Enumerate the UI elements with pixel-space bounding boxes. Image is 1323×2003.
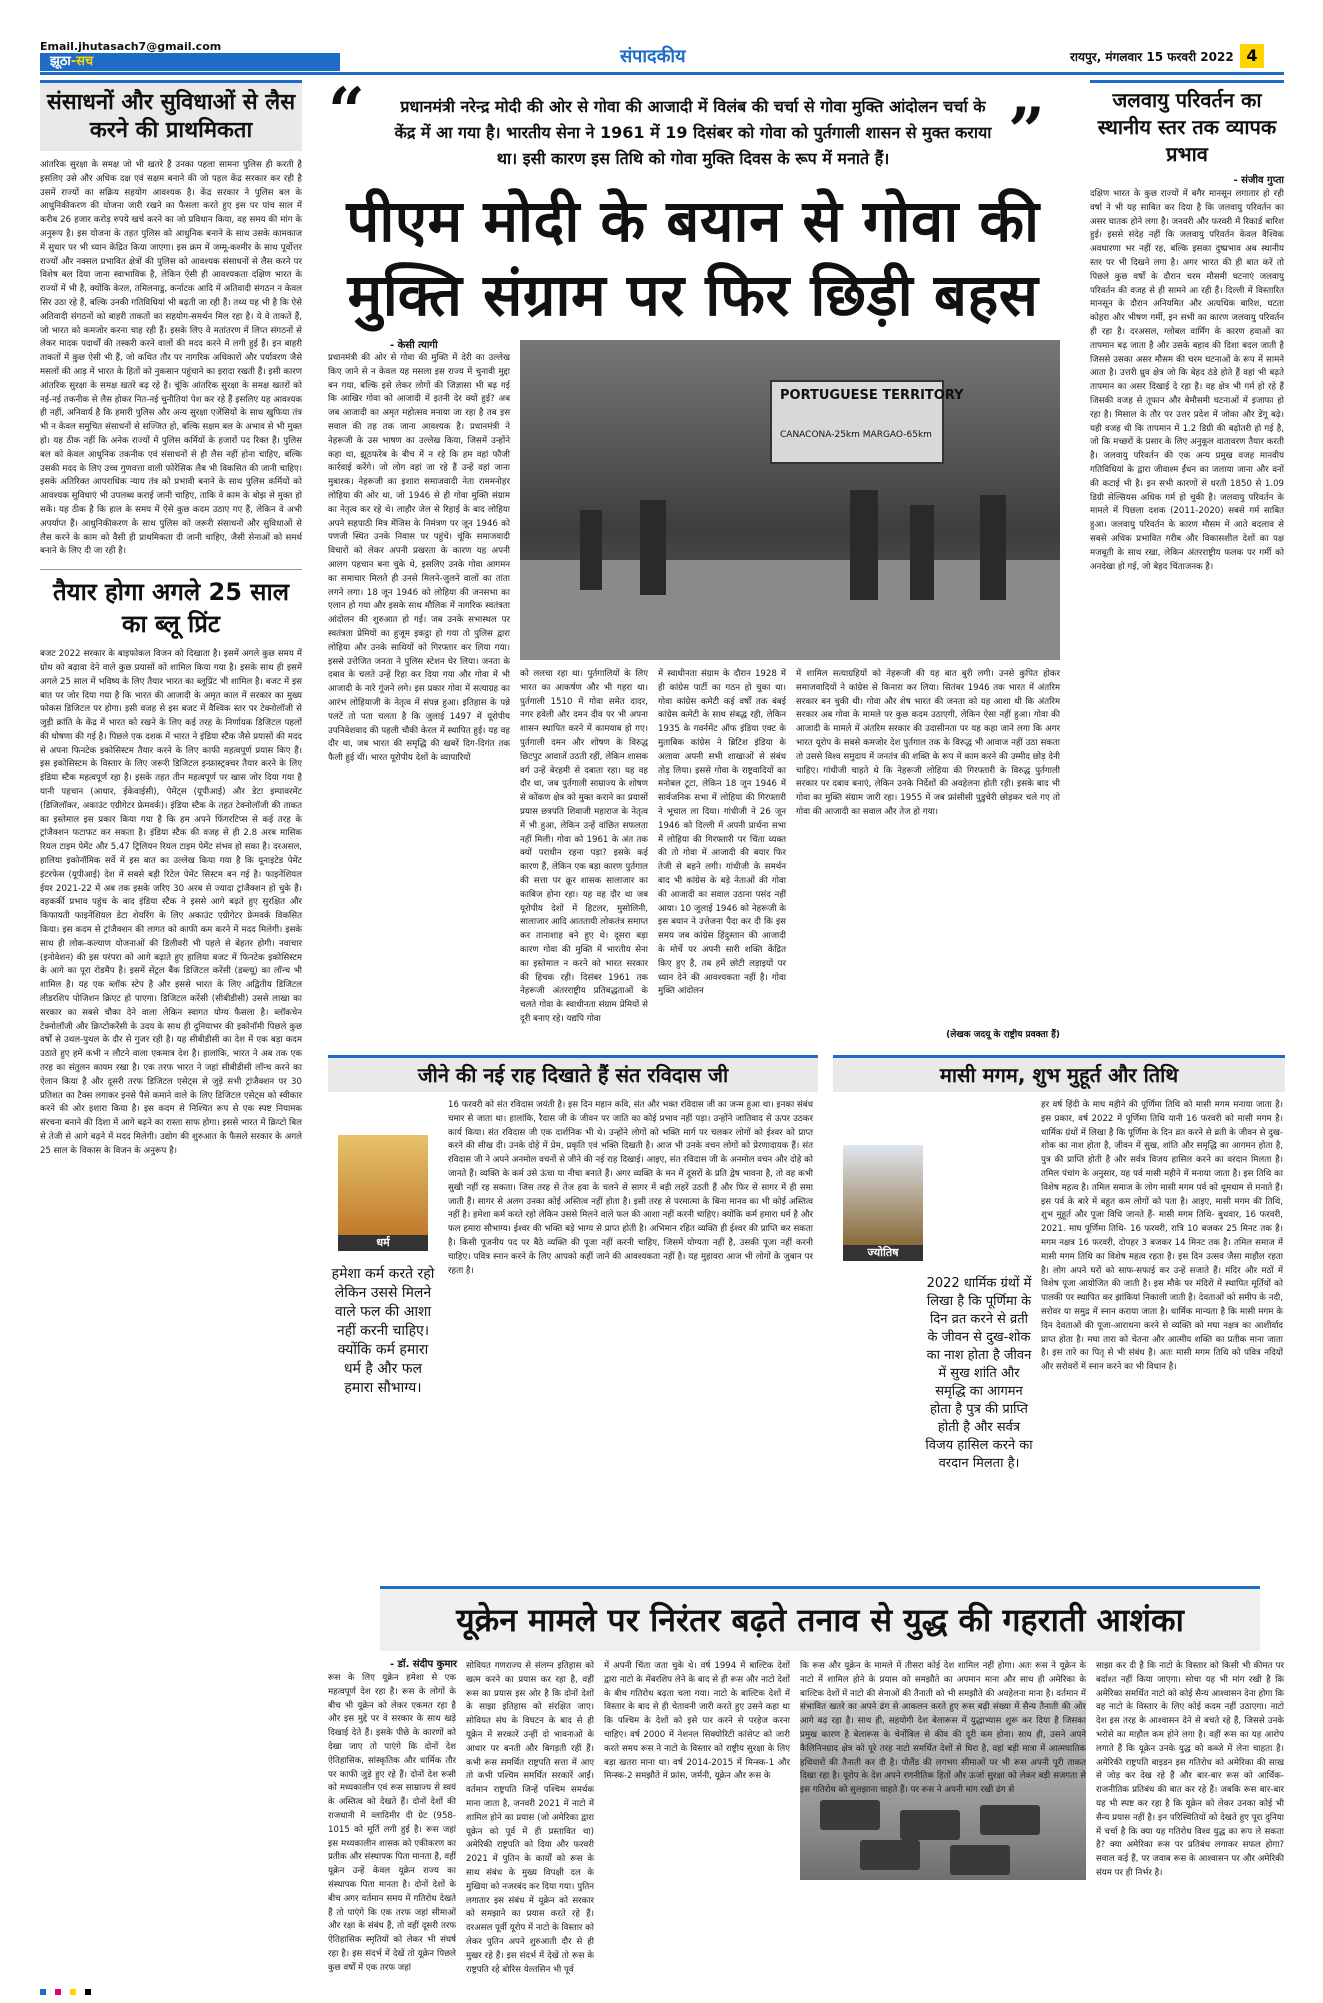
masthead xyxy=(0,0,1323,70)
masi-magam-title: मासी मगम, शुभ मुहूर्त और तिथि xyxy=(833,1055,1285,1092)
right-article-body: दक्षिण भारत के कुछ राज्यों में बगैर मानसून लगातार हो रही वर्षा ने भी यह साबित कर दिया है कि जलवायु परिवर्तन का असर घातक होने लगा है। जनवरी और फरवरी में रिकार्ड बारिश हुई। इससे संदेह नहीं कि जलवायु परिवर्तन केवल वैश्विक अवधारणा भर नहीं रह, बल्कि इसका दुष्प्रभाव अब स्थानीय स्तर पर भी दिखने लगा है। अगर भारत की ही बात करें तो पिछले कुछ वर्षों के दौरान चरम मौसमी घटनाएं जलवायु परिवर्तन की वजह से ही सामने आ रही हैं। दिल्ली में विस्तारित मानसून के दौरान अनियमित और अत्यधिक बारिश, घटता कोहरा और भीषण गर्मी, इन सभी का कारण जलवायु परिवर्तन ही रहा है। दरअसल, ग्लोबल वार्मिंग के कारण हवाओं का तापमान बढ़ जाता है और उसके बहाव की दिशा बदल जाती है जिससे उसका असर मौसम की चरम घटनाओं के रूप में सामने आता है। उत्तरी ध्रुव क्षेत्र जो कि बेहद ठंडे होते हैं वहां भी बढ़ते तापमान का असर दिखाई दे रहा है। वह क्षेत्र भी गर्म हो रहे हैं जिसकी वजह से तूफान और बेमौसमी घटनाओं में इजाफा हो रहा है। मिसाल के तौर पर उत्तर प्रदेश में जोका और डेंगू बढ़े। यही वजह थी कि तापमान में 1.2 डिग्री की बढ़ोतरी हो गई है, जो कि मच्छरों के प्रसार के लिए अनुकूल वातावरण तैयार करती है। जलवायु परिवर्तन की एक अन्य प्रमुख वजह मानवीय गतिविधियां के द्वारा जीवाश्म ईंधन का जलाया जाना और वनों की कटाई भी है। इन सभी कारणों से धरती 1850 से 1.09 डिग्री सेल्सियस अधिक गर्म हो चुकी है। जलवायु परिवर्तन के मामले में पिछला दशक (2011-2020) सबसे गर्म साबित हुआ। जलवायु परिवर्तन के कारण मौसम में आते बदलाव से सबसे अधिक प्रभावित गरीब और विकासशील देशों का पक्ष मजबूती के साथ रखा, लेकिन अंतरराष्ट्रीय फलक पर गर्मी को अनदेखा हो गई, जो बेहद चिंताजनक है। xyxy=(1090,189,1284,572)
email-address[interactable]: Email.jhutasach7@gmail.com xyxy=(40,40,222,53)
tank-shape xyxy=(820,1800,880,1830)
tank-shape xyxy=(900,1810,960,1840)
ravidas-body: 16 फरवरी को संत रविदास जयंती है। इस दिन महान कवि, संत और भक्त रविदास जी का जन्म हुआ था। इनका संबंध चमार से जाता था। हालांकि, रैदास जी के जीवन पर जाति का कोई प्रभाव नहीं पड़ा। उन्होंने जातिवाद से ऊपर उठकर कार्य किया। संत रविदास जी एक दार्शनिक भी थे। उन्होंने लोगों को भक्ति मार्ग पर चलकर लोगों को ईश्वर को प्राप्त करने की सीख दी। उनके दोहे में प्रेम, प्रकृति एवं भक्ति दिखती है। आज भी उनके वचन लोगों को प्रेरणादायक हैं। संत रविदास जी ने अपने अनमोल वचनों से जीने की नई राह दिखाई। आइए, संत रविदास जी के अनमोल वचन और दोहे को जानते हैं। व्यक्ति के कर्म उसे ऊंचा या नीचा बनाते हैं। अगर व्यक्ति के मन में दूसरों के प्रति द्वेष भावना है, तो वह कभी सुखी नहीं रह सकता। जिस तरह से तेज हवा के चलने से सागर में बड़ी लहरें उठती हैं और फिर से सागर में ही समा जाती हैं। सागर से अलग उनका कोई अस्तित्व नहीं होता है। इसी तरह से परमात्मा के बिना मानव का भी कोई अस्तित्व नहीं है। हमेशा कर्म करते रहो लेकिन उससे मिलने वाले फल की आशा नहीं करनी चाहिए। क्योंकि कर्म हमारा धर्म है और फल हमारा सौभाग्य। ईश्वर की भक्ति बड़े भाग्य से प्राप्त होती है। अभिमान रहित व्यक्ति ही ईश्वर की प्राप्ति कर सकता है। किसी पूजनीय पद पर बैठे व्यक्ति की पूजा नहीं करनी चाहिए, जिसमें योग्यता नहीं है, उसकी पूजा नहीं करनी चाहिए। पवित्र स्नान करने के लिए आपको कहीं जाने की आवश्यकता नहीं है। यह मुहावरा आज भी लोगों के जुबान पर रहता है। xyxy=(448,1100,813,1276)
section-title: संपादकीय xyxy=(620,46,686,67)
close-quote-icon: ” xyxy=(1008,94,1045,169)
open-quote-icon: “ xyxy=(328,74,365,149)
top-rule xyxy=(40,72,1284,75)
dateline: रायपुर, मंगलवार 15 फरवरी 2022 xyxy=(1070,50,1234,64)
religion-tag: धर्म xyxy=(338,1235,428,1251)
brand-name-part1: झूठा xyxy=(50,54,71,69)
main-column-1: प्रधानमंत्री की ओर से गोवा की मुक्ति में देरी का उल्लेख किए जाने से न केवल यह मसला इस राज्य में चुनावी मुद्दा बन गया, बल्कि इसे लेकर लोगों की जिज्ञासा भी बढ़ गई कि आखिर गोवा को आजादी में इतनी देर क्यों हुई? अब जब आजादी का अमृत महोत्सव मनाया जा रहा है तब इस सवाल की तह तक जाना आवश्यक है। प्रधानमंत्री ने नेहरूजी के उस भाषण का उल्लेख किया, जिसमें उन्होंने कहा था, झूठफरेब के बीच में न रहे कि हम वहां फौजी कार्रवाई करेंगे। जो लोग वहां जा रहे हैं उन्हें वहां जाना मुबारक। नेहरूजी का इशारा समाजवादी नेता राममनोहर लोहिया की ओर था, जो 1946 से ही गोवा मुक्ति संग्राम का नेतृत्व कर रहे थे। लाहौर जेल से रिहाई के बाद लोहिया अपने सहपाठी मित्र मेंजिस के निमंत्रण पर जून 1946 को पणजी स्थित उनके निवास पर पहुंचे। चूंकि समाजवादी विचारों को लेकर अपनी प्रखरता के कारण यह अपनी आलग पहचान बना चुके थे, इसलिए उनके गोवा आगमन का समाचार मिलते ही उनसे मिलने-जुलने वालों का तांता लगने लगा। 18 जून 1946 को लोहिया की जनसभा का एलान हो गया और इसके साथ मौलिक में नागरिक स्वतंत्रता आंदोलन की शुरुआत हो गई। जब उनके सभास्थल पर स्वतंत्रता प्रेमियों का हुजूम इकट्ठा हो गया तो पुलिस द्वारा लोहिया और उनके साथियों को गिरफ्तार कर लिया गया। इससे उत्तेजित जनता ने पुलिस स्टेशन घेर लिया। जनता के दबाव के चलते उन्हें रिहा कर दिया गया और गोवा में भी आजादी के नारे गूंजने लगे। इस प्रकार गोवा में सत्याग्रह का आरंभ लोहियाजी के नेतृत्व में संपन्न हुआ। इतिहास के पन्ने पलटें तो पता चलता है कि जुलाई 1497 में यूरोपीय उपनिवेशवाद की पहली चौकी केरल में स्थापित हुई। यह वह दौर था, जब भारत की समृद्धि की खबरें दिग-दिगंत तक फैली हुई थीं। भारत यूरोपीय देशों के व्यापारियों xyxy=(328,353,510,764)
saint-ravidas-image xyxy=(338,1135,428,1235)
photo-figure xyxy=(640,500,666,595)
ukraine-column-2: सोवियत गणराज्य से संलग्न इतिहास को खत्म करने का प्रयास कर रहा है, वहीं रूस का प्रयास इस ओर है कि दोनों देशों के साझा इतिहास को संरक्षित जाए। सोवियत संघ के विघटन के बाद से ही यूक्रेन में सरकारें उन्हीं दो भावनाओं के आधार पर बनती और बिगड़ती रहीं हैं। कभी रूस समर्थित राष्ट्रपति सत्ता में आए तो कभी पश्चिम समर्थित सरकारें आईं। वर्तमान राष्ट्रपति जिन्हें पश्चिम समर्थक माना जाता है, जनवरी 2021 में नाटो में शामिल होने का प्रयास (जो अमेरिका द्वारा यूक्रेन को पूर्व में ही प्रस्तावित था) अमेरिकी राष्ट्रपति को दिया और फरवरी 2021 में पुतिन के कार्यों को रूस के साथ संबंध के मुख्य विपक्षी दल के मुखिया को नजरबंद कर दिया गया। पुतिन लगातार इस संबंध में यूक्रेन को सरकार को समझाने का प्रयास करते रहे हैं। दरअसल पूर्वी यूरोप में नाटो के विस्तार को लेकर पुतिन अपने शुरुआती दौर से ही मुखर रहे हैं। इस संदर्भ में देखें तो रूस के राष्ट्रपति रहे बोरिस येल्तसिन भी पूर्व xyxy=(466,1661,594,1975)
ravidas-pull-quote: हमेशा कर्म करते रहो लेकिन उससे मिलने वाले फल की आशा नहीं करनी चाहिए। क्योंकि कर्म हमारा धर्म है और फल हमारा सौभाग्य। xyxy=(331,1266,435,1396)
tank-shape xyxy=(980,1805,1040,1835)
left-column xyxy=(40,80,302,1975)
left-headline-1: संसाधनों और सुविधाओं से लैस करने की प्राथमिकता xyxy=(40,80,302,151)
color-register-dot xyxy=(40,1989,46,1995)
color-register-dot xyxy=(85,1989,91,1995)
territory-sign-text: PORTUGUESE TERRITORY xyxy=(780,388,964,403)
tank-shape xyxy=(860,1840,920,1870)
ukraine-byline: - डॉ. संदीप कुमार xyxy=(390,1659,458,1670)
masi-magam-section xyxy=(833,1055,1285,1575)
astrology-tag: ज्योतिष xyxy=(843,1245,923,1261)
tank-shape xyxy=(950,1845,1010,1875)
author-credit: (लेखक जदयू के राष्ट्रीय प्रवक्ता हैं) xyxy=(946,1030,1060,1040)
color-register-dot xyxy=(55,1989,61,1995)
masi-pull-quote: 2022 धार्मिक ग्रंथों में लिखा है कि पूर्णिमा के दिन व्रत करने से व्रती के जीवन से दुख-शोक का नाश होता है जीवन में सुख शांति और समृद्धि का आगमन होता है पुत्र की प्राप्ति होती है और सर्वत्र विजय हासिल करने का वरदान मिलता है। xyxy=(925,1276,1033,1471)
footer-color-bar xyxy=(40,1980,1284,1986)
ravidas-title: जीने की नई राह दिखाते हैं संत रविदास जी xyxy=(328,1055,818,1092)
main-column-4: में शामिल सत्याग्रहियों को नेहरूजी की यह बात बुरी लगी। उनसे कुपित होकर समाजवादियों ने कांग्रेस से किनारा कर लिया। सितंबर 1946 तक भारत में अंतरिम सरकार बन चुकी थी। गोवा और शेष भारत की जनता को यह आशा थी कि अंतरिम सरकार अब गोवा के मामले पर कुछ कदम उठाएगी, लेकिन ऐसा नहीं हुआ। गोवा की आजादी के मामले में अंतरिम सरकार की उदासीनता पर यह कहा जाने लगा कि अगर भारत यूरोप के सबसे कमजोर देश पुर्तगाल तक के विरुद्ध भी आवाज नहीं उठा सकता तो उससे विश्व समुदाय में जनतंत्र की शक्ति के रूप में काम करने की उम्मीद छोड़ देनी चाहिए। गांधीजी चाहते थे कि नेहरूजी लोहिया की गिरफ्तारी के विरुद्ध पुर्तगाली सरकार पर दबाव बनाएं, लेकिन उनके निर्देशों की अवहेलना होती रही। इसके बाद भी गोवा का मुक्ति संग्राम जारी रहा। 1955 में जब फ्रांसीसी पुडुचेरी छोड़कर चले गए तो गोवा की आजादी का सवाल और तेज हो गया। xyxy=(796,669,1060,817)
main-column-3: में स्वाधीनता संग्राम के दौरान 1928 में ही कांग्रेस पार्टी का गठन हो चुका था। गोवा कांग्रेस कमेटी कई वर्षों तक बंबई कांग्रेस कमेटी के साथ संबद्ध रही, लेकिन 1935 के गवर्नमेंट ऑफ इंडिया एक्ट के मुताबिक कांग्रेस ने ब्रिटिश इंडिया के अलावा अपनी सभी शाखाओं से संबंध तोड़ लिया। इससे गोवा के राष्ट्रवादियों का मनोबल टूटा, लेकिन 18 जून 1946 में सार्वजनिक सभा में लोहिया की गिरफ्तारी ने भूचाल ला दिया। गांधीजी ने 26 जून 1946 को दिल्ली में अपनी प्रार्थना सभा में लोहिया की गिरफ्तारी पर चिंता व्यक्त की तो गोवा में आजादी की बयार फिर तेजी से बहने लगी। गांधीजी के समर्थन बाद भी कांग्रेस के बड़े नेताओं की गोवा की आजादी का सवाल उठाना पसंद नहीं आया। 10 जुलाई 1946 को नेहरूजी के इस बयान ने उत्तेजना पैदा कर दी कि इस समय जब कांग्रेस हिंदुस्तान की आजादी के मोर्चे पर अपनी सारी शक्ति केंद्रित किए हुए है, तब हमें छोटी लड़ाइयों पर ध्यान देने की आवश्यकता नहीं है। गोवा मुक्ति आंदोलन xyxy=(658,669,786,997)
right-byline: - संजीव गुप्ता xyxy=(1233,175,1284,186)
main-headline-line-1: पीएम मोदी के बयान से गोवा की xyxy=(346,187,1040,255)
main-byline: - केसी त्यागी xyxy=(390,340,438,351)
masi-magam-body: हर वर्ष हिंदी के माघ महीने की पूर्णिमा तिथि को मासी मगम मनाया जाता है। इस प्रकार, वर्ष 2022 में पूर्णिमा तिथि यानी 16 फरवरी को मासी मगम है। धार्मिक ग्रंथों में लिखा है कि पूर्णिमा के दिन व्रत करने से व्रती के जीवन से दुख-शोक का नाश होता है, जीवन में सुख, शांति और समृद्धि का आगमन होता है, पुत्र की प्राप्ति होती है और सर्वत्र विजय हासिल करने का वरदान मिलता है। तमिल पंचांग के अनुसार, यह पर्व मासी महीने में मनाया जाता है। इस तिथि का विशेष महत्व है। तमिल समाज के लोग मासी मगम पर्व को धूमधाम से मनाते हैं। इस पर्व के बारे में बहुत कम लोगों को पता है। आइए, मासी मगम की तिथि, शुभ मुहूर्त और पूजा विधि जानते हैं- मासी मगम तिथि- बुधवार, 16 फरवरी, 2021. माघ पूर्णिमा तिथि- 16 फरवरी, रात्रि 10 बजकर 25 मिनट तक है। मगम नक्षत्र 16 फरवरी, दोपहर 3 बजकर 14 मिनट तक है। तमिल समाज में मासी मगम तिथि का विशेष महत्व रहता है। इस दिन उत्सव जैसा माहौल रहता है। लोग अपने घरों को साफ-सफाई कर उन्हें सजाते हैं। मंदिर और मठों में विशेष पूजा आयोजित की जाती है। इस मौके पर मंदिरों में स्थापित मूर्तियों को पालकी पर स्थापित कर झांकियां निकाली जाती है। देवताओं को समीप के नदी, सरोवर या समुद्र में स्नान कराया जाता है। धार्मिक मान्यता है कि मासी मगम के दिन देवताओं की पूजा-आराधना करने से व्यक्ति को मघा नक्षत्र का आशीर्वाद प्राप्त होता है। मघा तारा को चेतना और आत्मीय शक्ति का प्रतीक माना जाता है। इस तारे का पितृ से भी संबंध है। अतः मासी मगम तिथि को पवित्र नदियों और सरोवरों में स्नान करने का भी विधान है। xyxy=(1041,1100,1283,1373)
photo-figure xyxy=(850,490,878,600)
left-article-2-body: बजट 2022 सरकार के बाइफोकल विजन को दिखाता है। इसमें अगले कुछ समय में ग्रोथ को बढ़ावा देने वाले कुछ प्रयासों को शामिल किया गया है। इसके साथ ही इसमें अगले 25 साल में भविष्य के लिए तैयार भारत का ब्लूप्रिंट भी शामिल है। बजट में इस बात पर जोर दिया गया है कि भारत की आजादी के अमृत काल में सरकार का मुख्य फोकस डिजिटल पर होगा। इसी वजह से इस बजट में वैश्विक स्तर पर टेक्नोलॉजी से जुड़ी क्रांति के केंद्र में भारत को रखने के लिए कई तरह के निर्णायक डिजिटल पहलों की घोषणा की गई है। पिछले एक दशक में भारत ने इंडिया स्टैक जैसे प्रयासों की मदद से अपना फिनटेक इकोसिस्टम तैयार करने के लिए काफी महत्वपूर्ण प्रयास किए हैं। इस इकोसिस्टम के विस्तार के लिए जरूरी डिजिटल इन्फ्रास्ट्रक्चर तैयार करने के लिए इंडिया स्टैक महत्वपूर्ण रहा है। इसके तहत तीन महत्वपूर्ण पर खास जोर दिया गया है यानी पहचान (आधार, ईकेवाईसी), पेमेंट्स (यूपीआई) और डेटा इम्पावरमेंट (डिजिलॉकर, अकाउंट एग्रीगेटर फ्रेमवर्क)। इंडिया स्टैक के तहत टेक्नोलॉजी की ताकत का इस्तेमाल इस प्रकार किया गया है कि हम अपने फिंगरटिप्स से कई तरह के ट्रांजैक्शन फटाफट कर सकता है। इंडिया स्टैक की वजह से ही 2.8 अरब मासिक रियल टाइम पेमेंट और 5.47 ट्रिलियन रियल टाइम पेमेंट संभव हो सका है। दरअसल, हालिया इकोनॉमिक सर्वे में इस बात का उल्लेख किया गया है कि यूनाइटेड पेमेंट इंटरफेस (यूपीआई) देश में सबसे बड़ी रिटेल पेमेंट सिस्टम बन गई है। फाइनेंशियल ईयर 2021-22 में अब तक इसके जरिए 30 अरब से ज्यादा ट्रांजैक्शन हो चुके हैं। वहकर्की प्रभाव पहुंच के बाद इंडिया स्टैक ने इससे आगे बढ़ते हुए सुरक्षित और किफायती फाइनेंशियल डेटा शेयरिंग के लिए अकाउंट एग्रीगेटर फ्रेमवर्क विकसित किया। इस कदम से ट्रांजैक्शन की लागत को काफी कम करने में मदद मिलेगी। इसके साथ ही लोक-कल्याण योजनाओं की डिलीवरी भी पहले से बेहतर होगी। नवाचार (इनोवेशन) की इस परंपरा को आगे बढ़ाते हुए हालिया बजट में फिनटेक इकोसिस्टम के आगे का पूरा रोडमैप है। इसमें सेंट्रल बैंक डिजिटल करेंसी (डब्ल्यू) का लॉन्च भी शामिल है। यह एक ब्लॉक स्टेप है और इससे भारत के लिए अद्वितीय डिजिटल लीडरशिप पोजिशन क्रिएट हो पाएगा। डिजिटल करेंसी (सीबीडीसी) उससे लाखा का सरकार का सबसे चौका देने वाला लेकिन स्वागत योग्य फैसला है। ब्लॉकचेन टेक्नोलॉजी और क्रिप्टोकरेंसी के उदय के साथ ही दुनियाभर की इकोनॉमी पिछले कुछ वर्षों से उथल-पुथल के दौर से गुजर रही है। यह सीबीडीसी का देश में एक बड़ा कदम उठाते हुए हमें कभी न लौटने वाला एकमात्र देश है। हालांकि, भारत ने अब तक एक तरह का संतुलन कायम रखा है। एक तरफ भारत ने जहां सीबीडीसी लॉन्च करने का ऐलान किया है और दूसरी तरफ डिजिटल एसेट्स से जुड़े सभी ट्रांजैक्शन पर 30 प्रतिशत का टैक्स लगाकर इनसे पैसे कमाने वाले के लिए डिजिटल एसेट्स को स्वीकार करने की ओर इशारा किया है। इस कदम से निश्चित रूप से एक स्पष्ट नियामक संरचना बनाने की दिशा में आगे बढ़ने का रास्ता साफ होगा। इससे भारत में क्रिप्टो बिल से तेजी से आगे बढ़ने में मदद मिलेगी। उद्योग की शुरुआत के फैसले सरकार के अगले 25 साल के विकास के विजन के अनुरूप है। xyxy=(40,649,302,1156)
main-column-4-wrap xyxy=(796,668,1060,1052)
left-headline-2: तैयार होगा अगले 25 साल का ब्लू प्रिंट xyxy=(40,569,302,640)
photo-figure xyxy=(910,505,934,600)
ukraine-column-4: कि रूस और यूक्रेन के मामले में तीसरा कोई देश शामिल नहीं होगा। अतः रूस ने यूक्रेन के नाटो में शामिल होने के प्रयास को समझौते का अपमान माना और साथ ही अमेरिका के बाल्टिक देशों में नाटो की सेनाओं की तैनाती को भी समझौते की अवहेलना माना है। वर्तमान में संभावित खतरे का अपने ढंग से आकलन करते हुए रूस बढ़ी संख्या में सैन्य तैनाती की ओर आगे बढ़ रहा है। साथ ही, सहयोगी देश बेलारूस में युद्धाभ्यास शुरू कर दिया है जिसका प्रमुख कारण है बेलारूस के चेर्नोबिल से कीव की दूरी कम होना। साथ ही, उसने अपने कैलिनिनग्राद क्षेत्र को पूरे तरह नाटो समर्थित देशों से घिरा है, वहां बड़ी मात्रा में आत्मघातिक हथियारों की तैनाती कर दी है। पोलैंड की लगभग सीमाओं पर भी रूस अपनी पूरी ताकत दिखा रहा है। यूरोप के देश अपने रणनीतिक हितों और ऊर्जा सुरक्षा को लेकर बड़ी सजगता से इस गतिरोध को सुलझाना चाहते हैं। पर रूस ने अपनी मांग रखी ढंग से xyxy=(800,1661,1086,1796)
main-column-2: को ललचा रहा था। पुर्तगालियों के लिए भारत का आकर्षण और भी गहरा था। पुर्तगाली 1510 में गोवा समेत दादर, नगर हवेली और दमन दीव पर भी अपना शासन स्थापित करने में कामयाब हो गए। पुर्तगाली दमन और शोषण के विरुद्ध छिटपुट आवाजें उठती रहीं, लेकिन शासक वर्ग उन्हें बेरहमी से दबाता रहा। यह वह दौर था, जब पुर्तगाली साम्राज्य के शोषण से कोंकण क्षेत्र को मुक्त कराने का प्रयासों प्रयास छत्रपति शिवाजी महाराज के नेतृत्व में भी हुआ, लेकिन उन्हें वांछित सफलता नहीं मिली। गोवा को 1961 के अंत तक क्यों पराधीन रहना पड़ा? इसके कई कारण हैं, लेकिन एक बड़ा कारण पुर्तगाल की सत्ता पर क्रूर शासक सालाजार का काबिज होना रहा। यह वह दौर था जब यूरोपीय देशों में हिटलर, मुसोलिनी, सालाजार आदि आततायी लोकतंत्र समाप्त कर तानाशाह बने हुए थे। दूसरा बड़ा कारण गोवा की मुक्ति में भारतीय सेना का इस्तेमाल न करने को भारत सरकार की हिचक रही। दिसंबर 1961 तक नेहरूजी अंतरराष्ट्रीय प्रतिबद्धताओं के चलते गोवा के स्वाधीनता संग्राम प्रेमियों से दूरी बनाए रहे। यद्यपि गोवा xyxy=(520,669,648,1024)
ukraine-column-3: में अपनी चिंता जता चुके थे। वर्ष 1994 में बाल्टिक देशों द्वारा नाटो के मेंबरशिप लेने के बाद से ही रूस और नाटो देशों के बीच गतिरोध बढ़ता चला गया। नाटो के बाल्टिक देशों में विस्तार के बाद से ही चेतावनी जारी करते हुए उसने कहा था कि पश्चिम के देशों को इसे पार करने से परहेज करना चाहिए। वर्ष 2000 में नेशनल सिक्योरिटी कांसेप्ट को जारी करते समय रूस ने नाटो के विस्तार को राष्ट्रीय सुरक्षा के लिए बड़ा खतरा माना था। वर्ष 2014-2015 में मिन्स्क-1 और मिन्स्क-2 समझौते में फ्रांस, जर्मनी, यूक्रेन और रूस के xyxy=(604,1661,790,1782)
right-headline: जलवायु परिवर्तन का स्थानीय स्तर तक व्यापक प्रभाव xyxy=(1090,80,1284,168)
color-register-dot xyxy=(70,1989,76,1995)
photo-figure xyxy=(580,510,602,590)
photo-figure xyxy=(980,495,1006,600)
brand-name-part2: -सच xyxy=(70,54,94,69)
intro-quote: प्रधानमंत्री नरेन्द्र मोदी की ओर से गोवा की आजादी में विलंब की चर्चा से गोवा मुक्ति आंदोलन चर्चा के केंद्र में आ गया है। भारतीय सेना ने 1961 में 19 दिसंबर को गोवा को पुर्तगाली शासन से मुक्त कराया था। इसी कारण इस तिथि को गोवा मुक्ति दिवस के रूप में मनाते हैं। xyxy=(394,97,992,168)
page-number: 4 xyxy=(1240,44,1264,68)
right-column xyxy=(1090,80,1284,1110)
main-headline xyxy=(328,184,1058,332)
main-headline-line-2: मुक्ति संग्राम पर फिर छिड़ी बहस xyxy=(347,261,1039,329)
gova-liberation-photo xyxy=(520,340,1060,660)
territory-sign-distance: CANACONA-25km MARGAO-65km xyxy=(780,430,932,440)
ukraine-column-1: रूस के लिए यूक्रेन हमेशा से एक महत्वपूर्ण देश रहा है। रूस के लोगों के बीच भी यूक्रेन को लेकर एकमत रहा है और इस मुद्दे पर वे सरकार के साथ खड़े दिखाई देते हैं। इसके पीछे के कारणों को देखा जाए तो पाएंगे कि दोनों देश ऐतिहासिक, सांस्कृतिक और धार्मिक तौर पर काफी जुड़े हुए रहे हैं। दोनों देश रूसी को मध्यकालीन एवं रूस साम्राज्य से स्वयं के अस्तित्व को देखते हैं। दोनों देशों की राजधानी में व्लादिमीर दी ग्रेट (958-1015 को मूर्ति लगी हुई है। रूस जहां इस मध्यकालीन शासक को एकीकरण का प्रतीक और संस्थापक पिता मानता है, वहीं यूक्रेन उन्हें केवल यूक्रेन राज्य का संस्थापक पिता मानता है। दोनों देशों के बीच अगर वर्तमान समय में गतिरोध देखते हैं तो पाएंगे कि एक तरफ जहां सीमाओं और रक्षा के संबंध हैं, तो वहीं दूसरी तरफ ऐतिहासिक स्मृतियों को लेकर भी संघर्ष रहा है। इस संदर्भ में देखें तो यूक्रेन पिछले कुछ वर्षों में एक तरफ जहां xyxy=(328,1673,456,1973)
ravidas-section xyxy=(328,1055,818,1575)
ukraine-column-5: साझा कर दी है कि नाटो के विस्तार को किसी भी कीमत पर बर्दाश्त नहीं किया जाएगा। सोचा यह भी मांग रखी है कि अमेरिका समर्थित नाटो को कोई सैन्य आश्वासन देना होगा कि वह नाटो के विस्तार के लिए कोई कदम नहीं उठाएगा। नाटो देश इस तरह के आश्वासन देने से बचते रहे हैं, जिससे उनके भरोसे का माहौल कम होने लगा है। वहीं रूस का यह आरोप लगाते हैं कि यूक्रेन उनके युद्ध को कब्जे में लेना चाहता है। अमेरिकी राष्ट्रपति बाइडन इस गतिरोध को अमेरिका की साख से जोड़ कर देख रहे हैं और बार-बार रूस को आर्थिक-राजनीतिक प्रतिबंध की बात कर रहे हैं। जबकि रूस बार-बार यह भी स्पष्ट कर रहा है कि यूक्रेन को लेकर उनका कोई भी सैन्य प्रयास नहीं है। इन परिस्थितियों को देखते हुए पूरा दुनिया में चर्चा है कि क्या यह गतिरोध विश्व युद्ध का रूप ले सकता है? क्या अमेरिका रूस पर प्रतिबंध लगाकर सफल होगा? सवाल कई हैं, पर जवाब रूस के आश्वासन पर और अमेरिकी संयम पर ही निर्भर है। xyxy=(1096,1661,1284,1878)
brand-tag xyxy=(40,53,340,71)
left-article-1-body: आंतरिक सुरक्षा के समक्ष जो भी खतरे हैं उनका पहला सामना पुलिस ही करती है इसलिए उसे और अधिक दक्ष एवं सक्षम बनाने की जो पहल केंद्र सरकार कर रही है उसमें राज्यों का सक्रिय सहयोग आवश्यक है। केंद्र सरकार ने पुलिस बल के आधुनिकीकरण की योजना जारी रखने का फैसला करते हुए इस पर पांच साल में करीब 26 हजार करोड़ रुपये खर्च करने का जो प्रविधान किया, वह समय की मांग के अनुरूप है। इस योजना के तहत पुलिस को आधुनिक बनाने के साथ उसके कामकाज में सुधार पर भी ध्यान केंद्रित किया जाएगा। इस क्रम में जम्मू-कश्मीर के साथ पूर्वोत्तर राज्यों और नक्सल प्रभावित क्षेत्रों की पुलिस को आवश्यक संसाधनों से लैस करने पर विशेष बल दिया जाना स्वाभाविक है, लेकिन ऐसी ही आवश्यकता दक्षिण भारत के राज्यों में भी है, क्योंकि केरल, तमिलनाडु, कर्नाटक आदि में अतिवादी संगठन न केवल सिर उठा रहे हैं, बल्कि उनकी गतिविधियां भी बढ़ती जा रही हैं। तथ्य यह भी है कि ऐसे अतिवादी संगठनों को बाहरी ताकतों का सहयोग-समर्थन मिल रहा है। ये वे ताकतें हैं, जो भारत को कमजोर करना चाह रही हैं। इसके लिए वे मतांतरण में लिप्त संगठनों से लेकर मादक पदार्थों की तस्करी करने वालों की मदद करने में लगी हुई हैं। इन बाहरी ताकतों में कुछ ऐसी भी हैं, जो कथित तौर पर नागरिक अधिकारों और पर्यावरण जैसे मसलों की आड़ में भारत के हितों को नुकसान पहुंचाने का इरादा रखती हैं। इसी कारण आंतरिक सुरक्षा के समक्ष खतरे बढ़ रहे हैं। चूंकि आंतरिक सुरक्षा के समक्ष खतरों को नई-नई तकनीक से लैस होकर नित-नई चुनौतियां पेश कर रहे हैं इसलिए यह आवश्यक ही नहीं, अनिवार्य है कि हमारी पुलिस और अन्य सुरक्षा एजेंसियों के साथ खुफिया तंत्र भी न केवल समुचित संसाधनों से सज्जित हो, बल्कि सक्षम बल के अभाव से भी मुक्त हो। यह ठीक नहीं कि अनेक राज्यों में पुलिस कर्मियों के हजारों पद रिक्त हैं। पुलिस बल को केवल आधुनिक तकनीक एवं संसाधनों से ही लैस नहीं होना चाहिए, बल्कि उसकी मदद के लिए उच्च गुणवत्ता वाली फोरेंसिक लैब भी विकसित की जानी चाहिए। इसके अतिरिक्त आपराधिक न्याय तंत्र को प्रभावी बनाने के साथ पुलिस कर्मियों को आवश्यक सुविधाएं भी उपलब्ध कराई जानी चाहिए, ताकि वे काम के बोझ से मुक्त हो सकें। यह ठीक है कि हाल के समय में ऐसे कुछ कदम उठाए गए हैं, लेकिन वे अभी अपर्याप्त हैं। आधुनिकीकरण के साथ पुलिस को जरूरी संसाधनों और सुविधाओं से लैस करने के काम को वैसी ही प्राथमिकता दी जानी चाहिए, जैसी सेनाओं को समर्थ बनाने के लिए दी जा रही है। xyxy=(40,160,302,557)
ukraine-headline: यूक्रेन मामले पर निरंतर बढ़ते तनाव से युद्ध की गहराती आशंका xyxy=(380,1586,1260,1651)
intro-quote-box xyxy=(328,74,1058,174)
